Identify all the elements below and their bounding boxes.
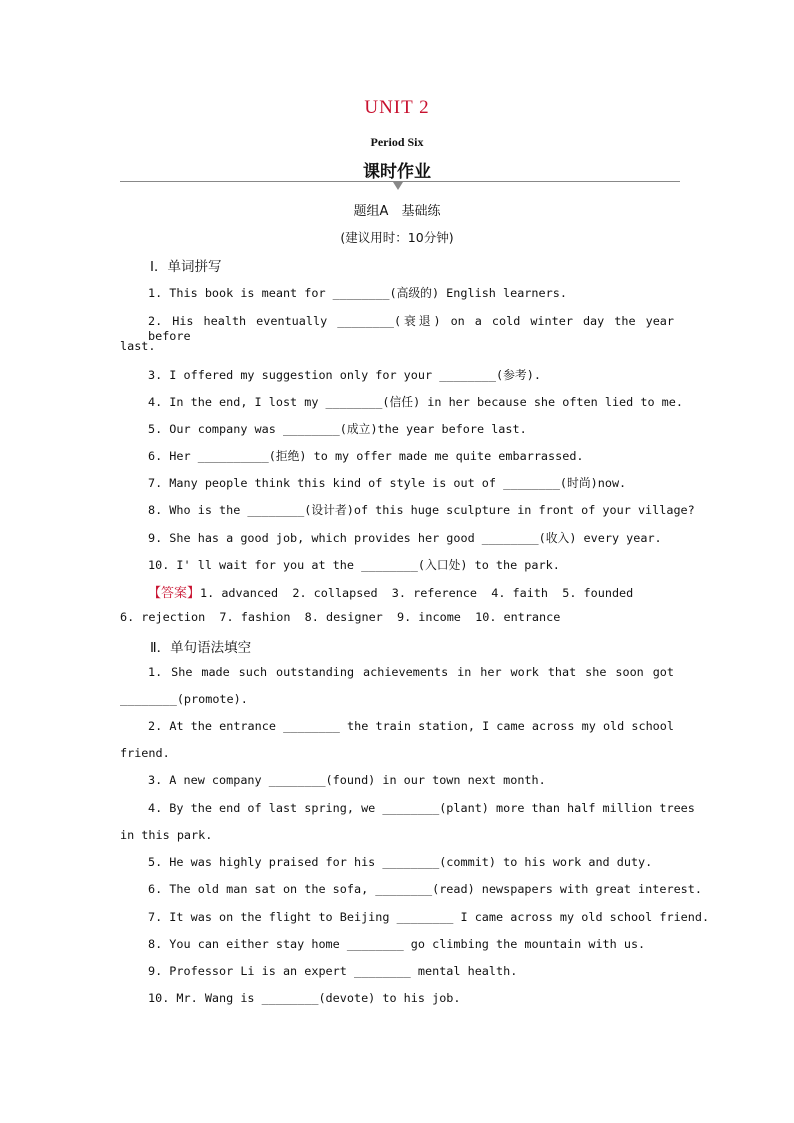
question-continued: in this park.: [120, 828, 213, 842]
question: 6. The old man sat on the sofa, ________(read) newspapers with great interest.: [148, 882, 702, 896]
question: 2. At the entrance ________ the train station, I came across my old school: [148, 719, 674, 733]
homework-title: 课时作业: [363, 162, 431, 182]
question: 7. It was on the flight to Beijing ________ I came across my old school friend.: [148, 910, 710, 924]
question: 4. By the end of last spring, we ________(plant) more than half million trees: [148, 801, 695, 815]
question: 7. Many people think this kind of style is out of ________(时尚)now.: [148, 476, 627, 490]
question: 3. A new company ________(found) in our town next month.: [148, 773, 546, 787]
divider-arrow-icon: [393, 182, 403, 190]
question: 8. You can either stay home ________ go climbing the mountain with us.: [148, 937, 646, 951]
question-continued: friend.: [120, 746, 170, 760]
section1-title: Ⅰ．单词拼写: [150, 259, 222, 275]
answer-line-continued: 6. rejection 7. fashion 8. designer 9. income 10. entrance: [120, 610, 561, 624]
question: 1. She made such outstanding achievements in her work that she soon got: [148, 665, 674, 679]
question: 8. Who is the ________(设计者)of this huge sculpture in front of your village?: [148, 503, 695, 517]
question: 9. She has a good job, which provides her good ________(收入) every year.: [148, 531, 662, 545]
question-continued: ________(promote).: [120, 692, 248, 706]
question: 2. His health eventually ________(衰退) on a cold winter day the year before: [148, 314, 674, 343]
question: 5. Our company was ________(成立)the year before last.: [148, 422, 527, 436]
question: 5. He was highly praised for his ________(commit) to his work and duty.: [148, 855, 653, 869]
question: 6. Her __________(拒绝) to my offer made me quite embarrassed.: [148, 449, 584, 463]
question-continued: last.: [120, 339, 156, 353]
answer-label: 【答案】: [148, 586, 201, 601]
unit-title: UNIT 2: [364, 97, 430, 118]
question: 10. Mr. Wang is ________(devote) to his job.: [148, 991, 461, 1005]
question: 1. This book is meant for ________(高级的) English learners.: [148, 286, 567, 300]
group-title: 题组A 基础练: [353, 204, 441, 219]
question: 10. I' ll wait for you at the ________(入口处) to the park.: [148, 558, 560, 572]
question: 3. I offered my suggestion only for your ________(参考).: [148, 368, 541, 382]
answer-line: [148, 582, 633, 601]
suggested-time: (建议用时：10分钟): [340, 230, 454, 245]
section2-title: Ⅱ．单句语法填空: [150, 640, 252, 656]
question: 4. In the end, I lost my ________(信任) in her because she often lied to me.: [148, 395, 683, 409]
question: 9. Professor Li is an expert ________ mental health.: [148, 964, 518, 978]
period-title: Period Six: [370, 135, 424, 149]
answer-text: 1. advanced 2. collapsed 3. reference 4. faith 5. founded: [200, 586, 634, 600]
